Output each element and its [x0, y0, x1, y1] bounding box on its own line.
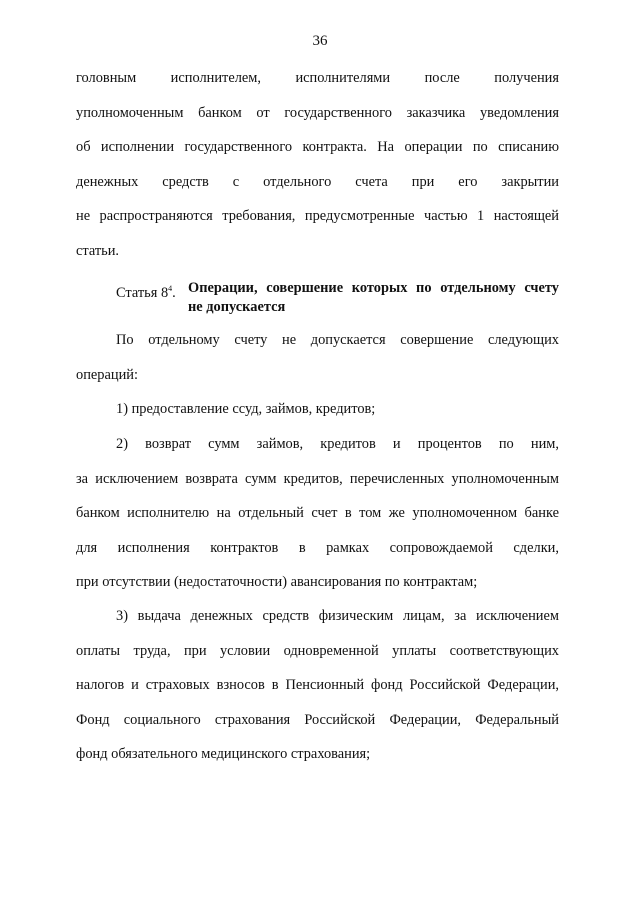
- text-line: головным исполнителем, исполнителями после получения: [76, 70, 559, 86]
- text-line: при отсутствии (недостаточности) авансирования по контрактам;: [76, 574, 478, 590]
- text-line: статьи.: [76, 242, 120, 259]
- text-line: фонд обязательного медицинского страхования;: [76, 746, 371, 762]
- text-line: для исполнения контрактов в рамках сопровождаемой сделки,: [76, 539, 559, 556]
- text-line: денежных средств с отдельного счета при его закрытии: [76, 173, 559, 190]
- text-line: налогов и страховых взносов в Пенсионный фонд Российской Федерации,: [76, 677, 559, 693]
- text-line: не распространяются требования, предусмотренные частью 1 настоящей: [76, 208, 559, 224]
- text-line: Фонд социального страхования Российской Федерации, Федеральный: [76, 711, 559, 728]
- article-heading: [116, 279, 559, 317]
- text-line: операций:: [76, 366, 138, 383]
- text-line: уполномоченным банком от государственного заказчика уведомления: [76, 104, 559, 121]
- text-line: 2) возврат сумм займов, кредитов и процентов по ним,: [116, 436, 559, 452]
- page-number: 36: [312, 33, 328, 49]
- list-item-3: [76, 599, 559, 772]
- paragraph-continuation: [76, 61, 559, 268]
- list-item-2: [76, 427, 559, 600]
- text-line: 1) предоставление ссуд, займов, кредитов;: [116, 401, 376, 417]
- list-item-1: [76, 392, 559, 427]
- article-label: Статья $8^4$.: [116, 284, 176, 301]
- article-title: [188, 279, 559, 317]
- article-title-line: не допускается: [188, 299, 286, 315]
- text-line: По отдельному счету не допускается совершение следующих: [116, 332, 559, 348]
- text-line: 3) выдача денежных средств физическим лицам, за исключением: [116, 608, 559, 624]
- article-title-line: Операции, совершение которых по отдельному счету: [188, 280, 559, 296]
- paragraph-intro: [76, 323, 559, 392]
- text-line: оплаты труда, при условии одновременной уплаты соответствующих: [76, 642, 559, 659]
- text-line: об исполнении государственного контракта. На операции по списанию: [76, 139, 559, 155]
- text-line: банком исполнителю на отдельный счет в том же уполномоченном банке: [76, 505, 559, 521]
- text-line: за исключением возврата сумм кредитов, перечисленных уполномоченным: [76, 470, 559, 487]
